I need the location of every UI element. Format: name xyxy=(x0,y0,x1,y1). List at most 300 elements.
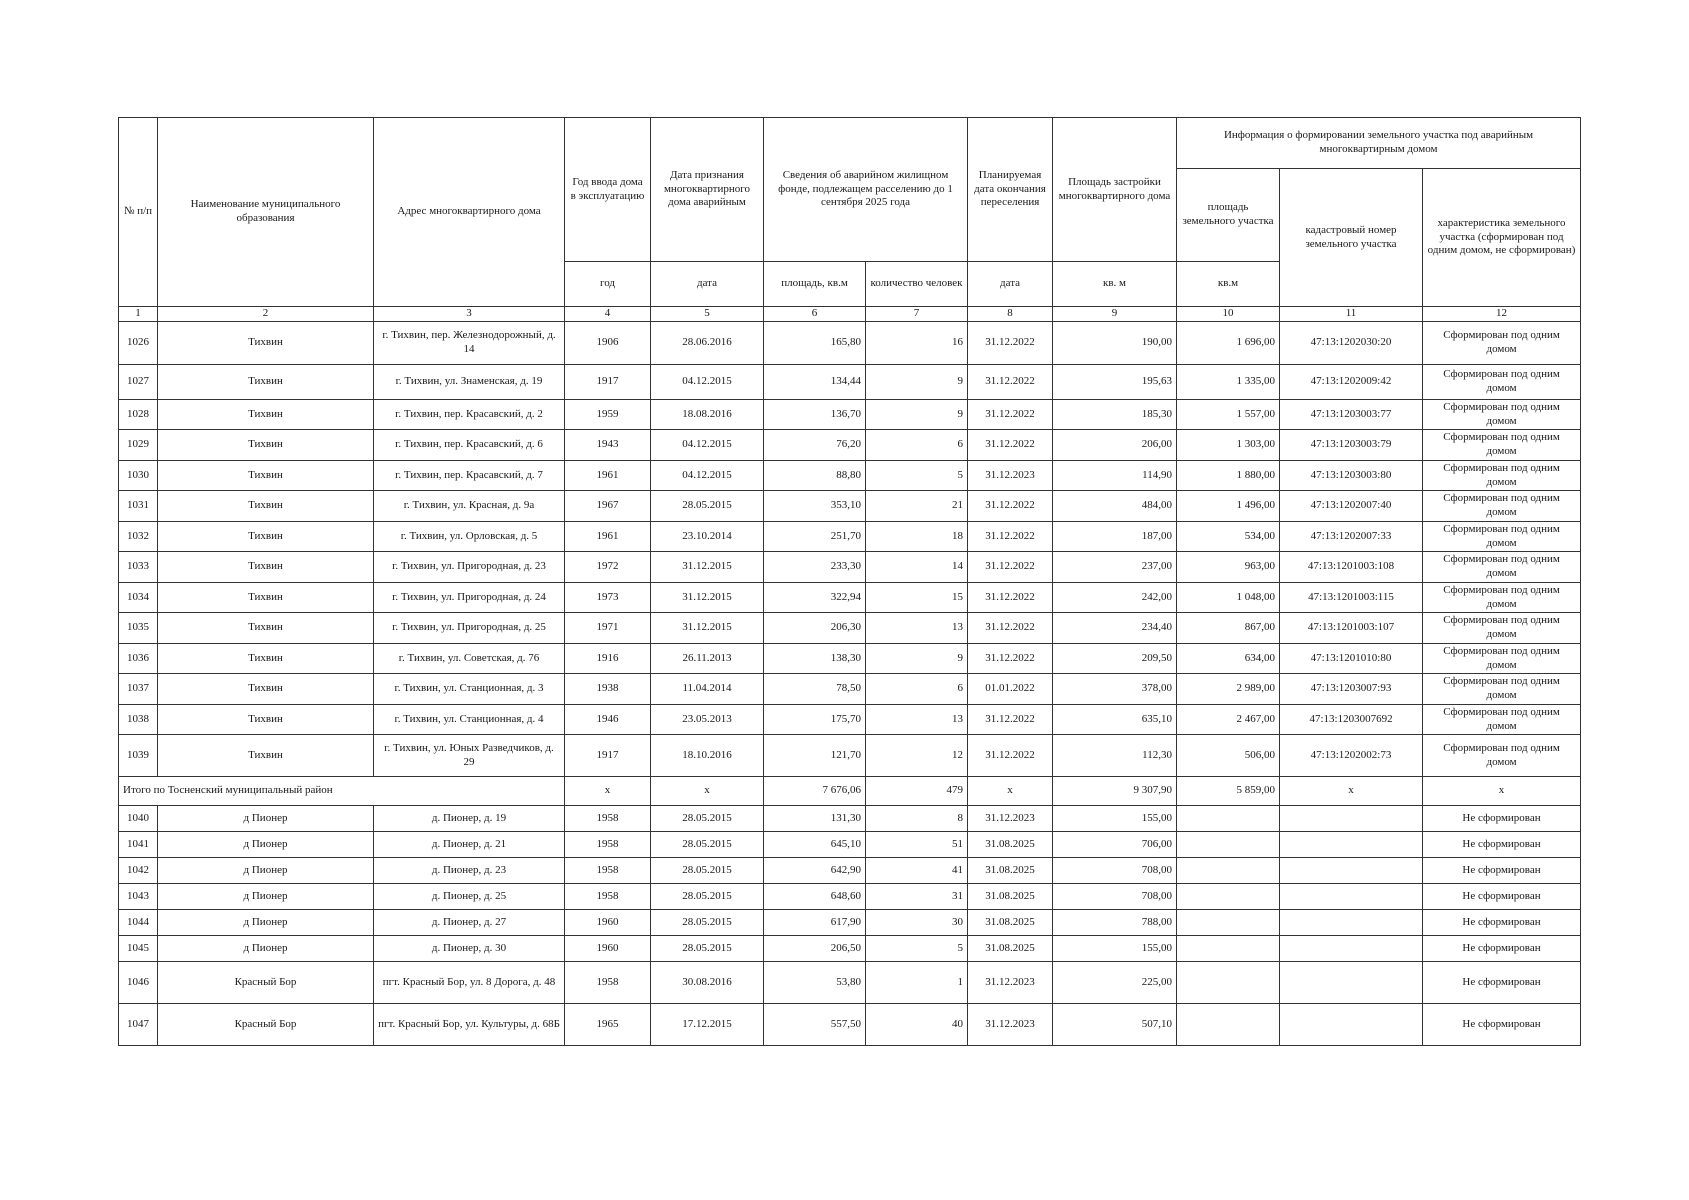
cell-plan-date: 31.12.2022 xyxy=(968,321,1053,364)
cell-cadastral: 47:13:1203003:79 xyxy=(1280,430,1423,461)
cell-cadastral xyxy=(1280,884,1423,910)
cell-plan-date: 31.12.2022 xyxy=(968,613,1053,644)
cell-recognition-date: 31.12.2015 xyxy=(651,552,764,583)
cell-num: 1027 xyxy=(119,364,158,399)
table-row xyxy=(119,582,1581,613)
cell-land-area xyxy=(1177,910,1280,936)
cell-people: 21 xyxy=(866,491,968,522)
cell-municipality: д Пионер xyxy=(158,936,374,962)
column-index-row xyxy=(119,307,1581,322)
cell-num: 1046 xyxy=(119,962,158,1004)
cell-address: г. Тихвин, пер. Красавский, д. 2 xyxy=(374,399,565,430)
cell-year: 1958 xyxy=(565,884,651,910)
cell-municipality: Красный Бор xyxy=(158,1004,374,1046)
cell-address: г. Тихвин, ул. Пригородная, д. 25 xyxy=(374,613,565,644)
cell-characteristic: Не сформирован xyxy=(1423,806,1581,832)
cell-cadastral xyxy=(1280,858,1423,884)
column-index: 8 xyxy=(968,307,1053,322)
cell-land-area: 2 989,00 xyxy=(1177,674,1280,705)
cell-address: г. Тихвин, ул. Пригородная, д. 24 xyxy=(374,582,565,613)
cell-cadastral: 47:13:1202002:73 xyxy=(1280,735,1423,777)
subtotal-year: x xyxy=(565,777,651,806)
cell-address: д. Пионер, д. 23 xyxy=(374,858,565,884)
cell-build-area: 187,00 xyxy=(1053,521,1177,552)
cell-plan-date: 31.12.2022 xyxy=(968,704,1053,735)
column-index: 9 xyxy=(1053,307,1177,322)
cell-land-area: 867,00 xyxy=(1177,613,1280,644)
cell-num: 1034 xyxy=(119,582,158,613)
subtotal-characteristic: x xyxy=(1423,777,1581,806)
cell-address: г. Тихвин, ул. Красная, д. 9а xyxy=(374,491,565,522)
table-row xyxy=(119,491,1581,522)
table-row xyxy=(119,321,1581,364)
cell-characteristic: Сформирован под одним домом xyxy=(1423,460,1581,491)
cell-municipality: д Пионер xyxy=(158,832,374,858)
cell-build-area: 242,00 xyxy=(1053,582,1177,613)
table-row xyxy=(119,460,1581,491)
cell-num: 1036 xyxy=(119,643,158,674)
cell-build-area: 209,50 xyxy=(1053,643,1177,674)
cell-people: 5 xyxy=(866,936,968,962)
cell-area: 251,70 xyxy=(764,521,866,552)
cell-characteristic: Сформирован под одним домом xyxy=(1423,321,1581,364)
cell-cadastral xyxy=(1280,806,1423,832)
cell-characteristic: Сформирован под одним домом xyxy=(1423,582,1581,613)
cell-plan-date: 31.08.2025 xyxy=(968,858,1053,884)
cell-characteristic: Сформирован под одним домом xyxy=(1423,521,1581,552)
cell-area: 88,80 xyxy=(764,460,866,491)
cell-area: 53,80 xyxy=(764,962,866,1004)
cell-cadastral: 47:13:1203007:93 xyxy=(1280,674,1423,705)
cell-plan-date: 31.12.2022 xyxy=(968,582,1053,613)
cell-characteristic: Не сформирован xyxy=(1423,858,1581,884)
table-row xyxy=(119,1004,1581,1046)
cell-area: 322,94 xyxy=(764,582,866,613)
subtotal-label: Итого по Тосненский муниципальный район xyxy=(119,777,565,806)
cell-municipality: Тихвин xyxy=(158,613,374,644)
cell-num: 1039 xyxy=(119,735,158,777)
cell-area: 131,30 xyxy=(764,806,866,832)
cell-cadastral: 47:13:1203007692 xyxy=(1280,704,1423,735)
cell-recognition-date: 28.05.2015 xyxy=(651,884,764,910)
unit-people: количество человек xyxy=(866,262,968,307)
cell-recognition-date: 11.04.2014 xyxy=(651,674,764,705)
cell-recognition-date: 04.12.2015 xyxy=(651,460,764,491)
cell-municipality: Тихвин xyxy=(158,552,374,583)
cell-plan-date: 31.08.2025 xyxy=(968,832,1053,858)
cell-area: 557,50 xyxy=(764,1004,866,1046)
cell-recognition-date: 30.08.2016 xyxy=(651,962,764,1004)
cell-characteristic: Сформирован под одним домом xyxy=(1423,643,1581,674)
cell-recognition-date: 17.12.2015 xyxy=(651,1004,764,1046)
cell-num: 1040 xyxy=(119,806,158,832)
cell-recognition-date: 23.10.2014 xyxy=(651,521,764,552)
cell-people: 51 xyxy=(866,832,968,858)
subtotal-people: 479 xyxy=(866,777,968,806)
cell-address: г. Тихвин, пер. Красавский, д. 7 xyxy=(374,460,565,491)
cell-characteristic: Сформирован под одним домом xyxy=(1423,613,1581,644)
cell-recognition-date: 28.05.2015 xyxy=(651,858,764,884)
cell-address: г. Тихвин, ул. Орловская, д. 5 xyxy=(374,521,565,552)
cell-num: 1041 xyxy=(119,832,158,858)
cell-address: г. Тихвин, пер. Железнодорожный, д. 14 xyxy=(374,321,565,364)
cell-plan-date: 31.12.2022 xyxy=(968,735,1053,777)
cell-recognition-date: 18.08.2016 xyxy=(651,399,764,430)
cell-build-area: 635,10 xyxy=(1053,704,1177,735)
unit-date: дата xyxy=(651,262,764,307)
cell-year: 1946 xyxy=(565,704,651,735)
column-index: 1 xyxy=(119,307,158,322)
header-plan: Планируемая дата окончания переселения xyxy=(968,118,1053,262)
cell-land-area: 1 496,00 xyxy=(1177,491,1280,522)
cell-people: 16 xyxy=(866,321,968,364)
subtotal-row xyxy=(119,777,1581,806)
cell-num: 1031 xyxy=(119,491,158,522)
cell-year: 1967 xyxy=(565,491,651,522)
cell-characteristic: Не сформирован xyxy=(1423,910,1581,936)
cell-num: 1029 xyxy=(119,430,158,461)
cell-num: 1033 xyxy=(119,552,158,583)
cell-people: 13 xyxy=(866,704,968,735)
table-row xyxy=(119,399,1581,430)
cell-people: 18 xyxy=(866,521,968,552)
cell-cadastral xyxy=(1280,962,1423,1004)
cell-people: 6 xyxy=(866,674,968,705)
cell-address: г. Тихвин, ул. Станционная, д. 3 xyxy=(374,674,565,705)
cell-cadastral: 47:13:1202030:20 xyxy=(1280,321,1423,364)
cell-people: 14 xyxy=(866,552,968,583)
cell-area: 206,30 xyxy=(764,613,866,644)
cell-recognition-date: 28.06.2016 xyxy=(651,321,764,364)
unit-build: кв. м xyxy=(1053,262,1177,307)
table-row xyxy=(119,962,1581,1004)
cell-people: 41 xyxy=(866,858,968,884)
cell-municipality: Тихвин xyxy=(158,735,374,777)
cell-plan-date: 31.12.2023 xyxy=(968,962,1053,1004)
cell-area: 165,80 xyxy=(764,321,866,364)
header-build-area: Площадь застройки многоквартирного дома xyxy=(1053,118,1177,262)
cell-recognition-date: 18.10.2016 xyxy=(651,735,764,777)
column-index: 6 xyxy=(764,307,866,322)
cell-land-area: 1 303,00 xyxy=(1177,430,1280,461)
cell-address: д. Пионер, д. 21 xyxy=(374,832,565,858)
cell-num: 1026 xyxy=(119,321,158,364)
cell-municipality: д Пионер xyxy=(158,858,374,884)
cell-recognition-date: 26.11.2013 xyxy=(651,643,764,674)
cell-build-area: 155,00 xyxy=(1053,806,1177,832)
cell-characteristic: Не сформирован xyxy=(1423,884,1581,910)
cell-recognition-date: 04.12.2015 xyxy=(651,430,764,461)
subtotal-section xyxy=(119,777,1581,806)
cell-num: 1030 xyxy=(119,460,158,491)
table-row xyxy=(119,643,1581,674)
cell-land-area xyxy=(1177,962,1280,1004)
cell-plan-date: 31.12.2022 xyxy=(968,521,1053,552)
cell-plan-date: 31.12.2022 xyxy=(968,399,1053,430)
cell-people: 9 xyxy=(866,643,968,674)
cell-year: 1938 xyxy=(565,674,651,705)
cell-area: 136,70 xyxy=(764,399,866,430)
cell-plan-date: 31.12.2022 xyxy=(968,643,1053,674)
cell-num: 1047 xyxy=(119,1004,158,1046)
table-row xyxy=(119,936,1581,962)
table-row xyxy=(119,884,1581,910)
cell-cadastral: 47:13:1203003:80 xyxy=(1280,460,1423,491)
table-row xyxy=(119,364,1581,399)
cell-area: 121,70 xyxy=(764,735,866,777)
table-row xyxy=(119,674,1581,705)
header-land-area: площадь земельного участка xyxy=(1177,169,1280,262)
cell-people: 9 xyxy=(866,364,968,399)
cell-cadastral: 47:13:1201003:115 xyxy=(1280,582,1423,613)
cell-characteristic: Сформирован под одним домом xyxy=(1423,735,1581,777)
cell-land-area: 1 696,00 xyxy=(1177,321,1280,364)
cell-year: 1959 xyxy=(565,399,651,430)
cell-people: 31 xyxy=(866,884,968,910)
cell-cadastral xyxy=(1280,910,1423,936)
cell-municipality: Тихвин xyxy=(158,399,374,430)
cell-build-area: 706,00 xyxy=(1053,832,1177,858)
cell-num: 1042 xyxy=(119,858,158,884)
cell-year: 1917 xyxy=(565,364,651,399)
cell-recognition-date: 04.12.2015 xyxy=(651,364,764,399)
cell-area: 617,90 xyxy=(764,910,866,936)
cell-land-area: 1 880,00 xyxy=(1177,460,1280,491)
cell-year: 1960 xyxy=(565,936,651,962)
cell-municipality: Тихвин xyxy=(158,460,374,491)
cell-land-area xyxy=(1177,806,1280,832)
subtotal-date: x xyxy=(651,777,764,806)
cell-build-area: 206,00 xyxy=(1053,430,1177,461)
cell-cadastral: 47:13:1202007:33 xyxy=(1280,521,1423,552)
cell-cadastral: 47:13:1201003:108 xyxy=(1280,552,1423,583)
cell-land-area: 1 335,00 xyxy=(1177,364,1280,399)
cell-build-area: 708,00 xyxy=(1053,884,1177,910)
cell-build-area: 112,30 xyxy=(1053,735,1177,777)
cell-plan-date: 01.01.2022 xyxy=(968,674,1053,705)
cell-year: 1917 xyxy=(565,735,651,777)
table-row xyxy=(119,910,1581,936)
cell-characteristic: Не сформирован xyxy=(1423,936,1581,962)
cell-people: 13 xyxy=(866,613,968,644)
cell-num: 1043 xyxy=(119,884,158,910)
unit-year: год xyxy=(565,262,651,307)
cell-area: 648,60 xyxy=(764,884,866,910)
cell-build-area: 195,63 xyxy=(1053,364,1177,399)
subtotal-cadastral: x xyxy=(1280,777,1423,806)
cell-characteristic: Сформирован под одним домом xyxy=(1423,704,1581,735)
column-index: 5 xyxy=(651,307,764,322)
cell-year: 1958 xyxy=(565,832,651,858)
cell-people: 12 xyxy=(866,735,968,777)
cell-cadastral xyxy=(1280,832,1423,858)
cell-address: г. Тихвин, ул. Знаменская, д. 19 xyxy=(374,364,565,399)
table-row xyxy=(119,858,1581,884)
cell-land-area: 2 467,00 xyxy=(1177,704,1280,735)
cell-area: 134,44 xyxy=(764,364,866,399)
cell-area: 233,30 xyxy=(764,552,866,583)
cell-cadastral: 47:13:1202009:42 xyxy=(1280,364,1423,399)
cell-land-area: 634,00 xyxy=(1177,643,1280,674)
cell-recognition-date: 31.12.2015 xyxy=(651,582,764,613)
cell-plan-date: 31.08.2025 xyxy=(968,910,1053,936)
subtotal-plan: x xyxy=(968,777,1053,806)
cell-build-area: 484,00 xyxy=(1053,491,1177,522)
cell-characteristic: Сформирован под одним домом xyxy=(1423,399,1581,430)
column-index: 11 xyxy=(1280,307,1423,322)
cell-recognition-date: 31.12.2015 xyxy=(651,613,764,644)
cell-address: д. Пионер, д. 27 xyxy=(374,910,565,936)
cell-land-area: 1 048,00 xyxy=(1177,582,1280,613)
cell-people: 5 xyxy=(866,460,968,491)
cell-build-area: 788,00 xyxy=(1053,910,1177,936)
cell-recognition-date: 28.05.2015 xyxy=(651,806,764,832)
table-header xyxy=(119,118,1581,322)
cell-land-area xyxy=(1177,884,1280,910)
cell-year: 1958 xyxy=(565,806,651,832)
cell-address: г. Тихвин, ул. Станционная, д. 4 xyxy=(374,704,565,735)
cell-cadastral: 47:13:1203003:77 xyxy=(1280,399,1423,430)
cell-cadastral: 47:13:1201003:107 xyxy=(1280,613,1423,644)
cell-municipality: Тихвин xyxy=(158,674,374,705)
cell-municipality: Тихвин xyxy=(158,364,374,399)
unit-plan: дата xyxy=(968,262,1053,307)
cell-area: 76,20 xyxy=(764,430,866,461)
column-index: 2 xyxy=(158,307,374,322)
table-body-tikhvin xyxy=(119,321,1581,777)
unit-area: площадь, кв.м xyxy=(764,262,866,307)
column-index: 7 xyxy=(866,307,968,322)
cell-cadastral: 47:13:1202007:40 xyxy=(1280,491,1423,522)
cell-address: пгт. Красный Бор, ул. Культуры, д. 68Б xyxy=(374,1004,565,1046)
cell-year: 1961 xyxy=(565,460,651,491)
cell-build-area: 190,00 xyxy=(1053,321,1177,364)
resettlement-table xyxy=(118,117,1581,1046)
cell-recognition-date: 28.05.2015 xyxy=(651,832,764,858)
cell-address: г. Тихвин, пер. Красавский, д. 6 xyxy=(374,430,565,461)
unit-land: кв.м xyxy=(1177,262,1280,307)
cell-num: 1035 xyxy=(119,613,158,644)
cell-area: 175,70 xyxy=(764,704,866,735)
cell-year: 1972 xyxy=(565,552,651,583)
table-row xyxy=(119,735,1581,777)
header-num: № п/п xyxy=(119,118,158,307)
cell-year: 1943 xyxy=(565,430,651,461)
cell-municipality: д Пионер xyxy=(158,806,374,832)
cell-people: 15 xyxy=(866,582,968,613)
table-row xyxy=(119,430,1581,461)
cell-people: 9 xyxy=(866,399,968,430)
cell-plan-date: 31.12.2022 xyxy=(968,430,1053,461)
cell-address: г. Тихвин, ул. Советская, д. 76 xyxy=(374,643,565,674)
cell-people: 30 xyxy=(866,910,968,936)
cell-plan-date: 31.08.2025 xyxy=(968,884,1053,910)
cell-recognition-date: 23.05.2013 xyxy=(651,704,764,735)
cell-year: 1958 xyxy=(565,858,651,884)
cell-cadastral xyxy=(1280,936,1423,962)
cell-area: 78,50 xyxy=(764,674,866,705)
table-row xyxy=(119,806,1581,832)
table-body-tosno xyxy=(119,806,1581,1046)
cell-municipality: д Пионер xyxy=(158,884,374,910)
cell-people: 1 xyxy=(866,962,968,1004)
cell-land-area xyxy=(1177,1004,1280,1046)
cell-plan-date: 31.12.2022 xyxy=(968,552,1053,583)
table-row xyxy=(119,704,1581,735)
column-index: 4 xyxy=(565,307,651,322)
cell-municipality: Тихвин xyxy=(158,430,374,461)
header-address: Адрес многоквартирного дома xyxy=(374,118,565,307)
cell-land-area xyxy=(1177,858,1280,884)
cell-characteristic: Сформирован под одним домом xyxy=(1423,674,1581,705)
table-row xyxy=(119,552,1581,583)
cell-municipality: Тихвин xyxy=(158,521,374,552)
cell-plan-date: 31.08.2025 xyxy=(968,936,1053,962)
cell-address: д. Пионер, д. 25 xyxy=(374,884,565,910)
cell-plan-date: 31.12.2022 xyxy=(968,364,1053,399)
cell-build-area: 234,40 xyxy=(1053,613,1177,644)
cell-characteristic: Не сформирован xyxy=(1423,962,1581,1004)
cell-build-area: 378,00 xyxy=(1053,674,1177,705)
cell-area: 138,30 xyxy=(764,643,866,674)
cell-num: 1038 xyxy=(119,704,158,735)
column-index: 3 xyxy=(374,307,565,322)
cell-characteristic: Не сформирован xyxy=(1423,1004,1581,1046)
cell-characteristic: Не сформирован xyxy=(1423,832,1581,858)
cell-plan-date: 31.12.2023 xyxy=(968,806,1053,832)
cell-land-area: 506,00 xyxy=(1177,735,1280,777)
table-row xyxy=(119,521,1581,552)
cell-address: г. Тихвин, ул. Пригородная, д. 23 xyxy=(374,552,565,583)
cell-build-area: 708,00 xyxy=(1053,858,1177,884)
cell-address: пгт. Красный Бор, ул. 8 Дорога, д. 48 xyxy=(374,962,565,1004)
cell-year: 1973 xyxy=(565,582,651,613)
cell-build-area: 114,90 xyxy=(1053,460,1177,491)
cell-municipality: Тихвин xyxy=(158,321,374,364)
cell-plan-date: 31.12.2023 xyxy=(968,460,1053,491)
table-row xyxy=(119,832,1581,858)
cell-plan-date: 31.12.2022 xyxy=(968,491,1053,522)
column-index: 10 xyxy=(1177,307,1280,322)
cell-build-area: 185,30 xyxy=(1053,399,1177,430)
cell-land-area: 534,00 xyxy=(1177,521,1280,552)
header-municipality: Наименование муниципального образования xyxy=(158,118,374,307)
cell-municipality: д Пионер xyxy=(158,910,374,936)
cell-characteristic: Сформирован под одним домом xyxy=(1423,364,1581,399)
cell-area: 206,50 xyxy=(764,936,866,962)
cell-characteristic: Сформирован под одним домом xyxy=(1423,491,1581,522)
cell-num: 1045 xyxy=(119,936,158,962)
cell-municipality: Тихвин xyxy=(158,491,374,522)
cell-land-area: 1 557,00 xyxy=(1177,399,1280,430)
header-characteristic: характеристика земельного участка (сформирован под одним домом, не сформирован) xyxy=(1423,169,1581,307)
cell-year: 1965 xyxy=(565,1004,651,1046)
column-index: 12 xyxy=(1423,307,1581,322)
subtotal-build: 9 307,90 xyxy=(1053,777,1177,806)
cell-land-area xyxy=(1177,832,1280,858)
cell-recognition-date: 28.05.2015 xyxy=(651,936,764,962)
cell-cadastral: 47:13:1201010:80 xyxy=(1280,643,1423,674)
cell-area: 353,10 xyxy=(764,491,866,522)
cell-cadastral xyxy=(1280,1004,1423,1046)
cell-year: 1960 xyxy=(565,910,651,936)
cell-year: 1916 xyxy=(565,643,651,674)
cell-characteristic: Сформирован под одним домом xyxy=(1423,430,1581,461)
cell-address: д. Пионер, д. 30 xyxy=(374,936,565,962)
cell-num: 1032 xyxy=(119,521,158,552)
cell-recognition-date: 28.05.2015 xyxy=(651,491,764,522)
subtotal-land: 5 859,00 xyxy=(1177,777,1280,806)
